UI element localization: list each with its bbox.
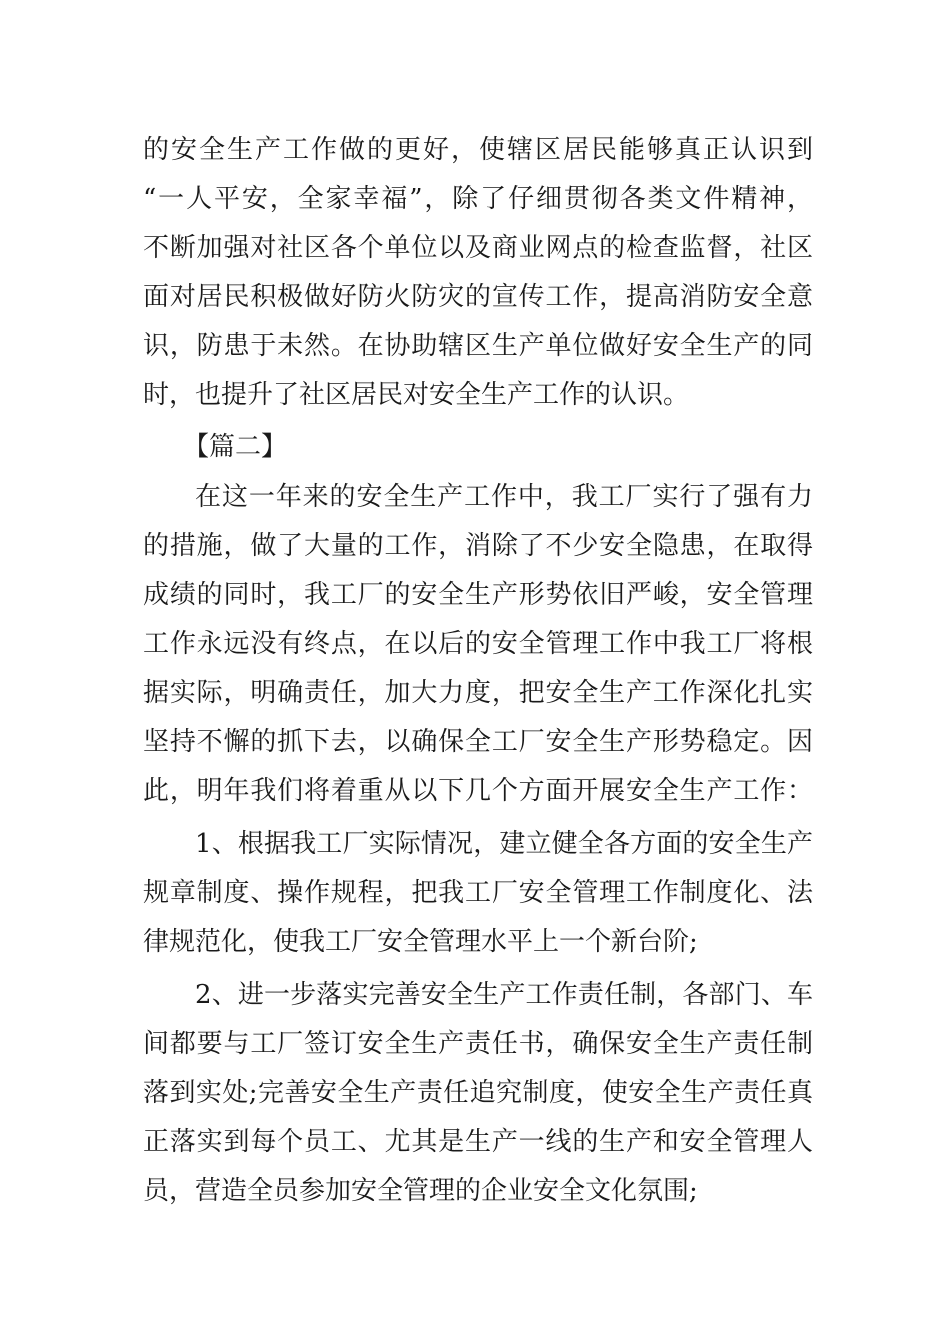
section-heading: 【篇二】 [183,432,288,462]
text-line: 据实际，明确责任，加大力度，把安全生产工作深化扎实 [143,678,813,708]
text-line: 间都要与工厂签订安全生产责任书，确保安全生产责任制 [143,1029,813,1059]
text-line: 的措施，做了大量的工作，消除了不少安全隐患，在取得 [143,531,813,561]
text-line: 落到实处;完善安全生产责任追究制度，使安全生产责任真 [143,1078,813,1108]
text-line: 员，营造全员参加安全管理的企业安全文化氛围; [143,1176,698,1206]
text-line: 的安全生产工作做的更好，使辖区居民能够真正认识到 [143,135,813,165]
text-line: 不断加强对社区各个单位以及商业网点的检查监督，社区 [143,233,813,263]
text-line: 时，也提升了社区居民对安全生产工作的认识。 [143,380,690,410]
text-line: 律规范化，使我工厂安全管理水平上一个新台阶; [143,927,698,957]
list-item-first-line: 2、进一步落实完善安全生产工作责任制，各部门、车 [195,980,813,1010]
text-line: 工作永远没有终点，在以后的安全管理工作中我工厂将根 [143,629,813,659]
text-line: “一人平安，全家幸福”，除了仔细贯彻各类文件精神， [143,184,813,214]
text-line: 面对居民积极做好防火防灾的宣传工作，提高消防安全意 [143,282,813,312]
list-item-first-line: 1、根据我工厂实际情况，建立健全各方面的安全生产 [195,829,813,859]
text-line: 坚持不懈的抓下去，以确保全工厂安全生产形势稳定。因 [143,727,813,757]
text-line: 规章制度、操作规程，把我工厂安全管理工作制度化、法 [143,878,813,908]
text-line: 识，防患于未然。在协助辖区生产单位做好安全生产的同 [143,331,813,361]
text-line: 成绩的同时，我工厂的安全生产形势依旧严峻，安全管理 [143,580,813,610]
paragraph-first-line: 在这一年来的安全生产工作中，我工厂实行了强有力 [195,482,813,512]
text-line: 此，明年我们将着重从以下几个方面开展安全生产工作： [143,776,813,806]
text-line: 正落实到每个员工、尤其是生产一线的生产和安全管理人 [143,1127,813,1157]
